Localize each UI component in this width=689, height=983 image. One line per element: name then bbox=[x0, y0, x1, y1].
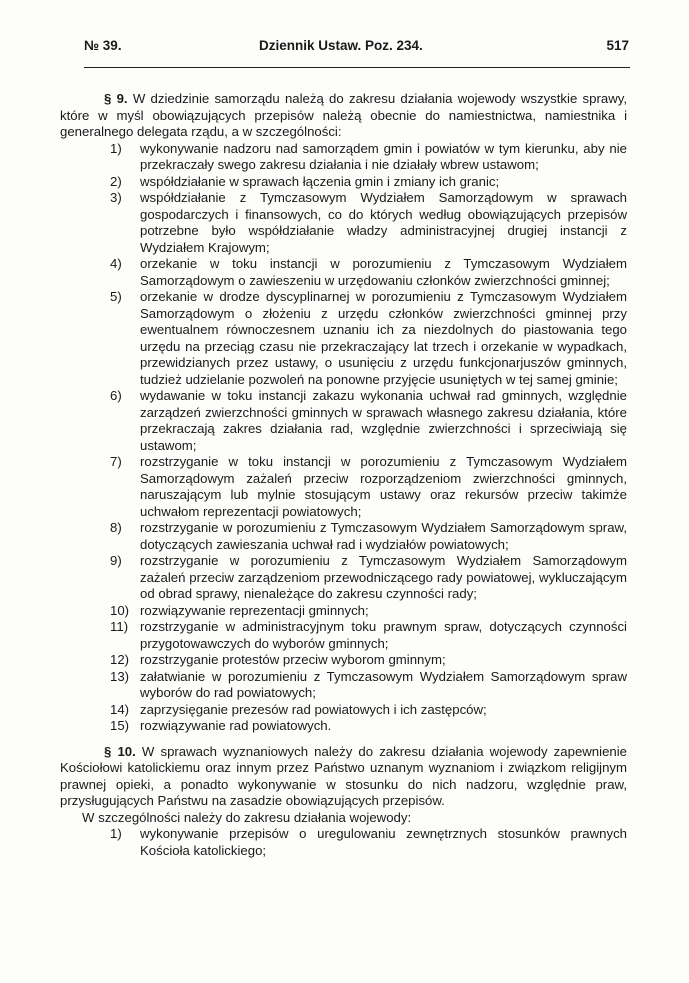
item-text: wykonywanie nadzoru nad samorządem gmin i powiatów w tym kierunku, aby nie przekraczały swego zakresu działania i nie działały wbrew ustawom; bbox=[140, 140, 627, 172]
item-number: 3) bbox=[110, 190, 122, 205]
item-text: rozstrzyganie w porozumieniu z Tymczasowym Wydziałem Samorządowym zażaleń przeciw zarządzeniom przewodniczącego rady powiatowej, wykluczającym od obrad sprawy, nienależące do zakresu czynności rady; bbox=[140, 553, 627, 601]
item-number: 2) bbox=[110, 173, 122, 189]
section-10-intro bbox=[60, 744, 627, 810]
item-number: 5) bbox=[110, 289, 122, 304]
item-number: 13) bbox=[110, 668, 130, 684]
item-text: wykonywanie przepisów o uregulowaniu zewnętrznych stosunków prawnych Kościoła katolickiego; bbox=[140, 826, 627, 858]
list-item bbox=[60, 553, 627, 603]
list-item bbox=[60, 520, 627, 553]
list-item bbox=[60, 619, 627, 652]
section-9-mark: § 9. bbox=[104, 91, 128, 106]
list-item bbox=[60, 174, 627, 191]
section-10-mark: § 10. bbox=[104, 743, 136, 759]
item-number: 10) bbox=[110, 602, 130, 618]
item-text: współdziałanie z Tymczasowym Wydziałem Samorządowym w sprawach gospodarczych i finansowych, co do których według obowiązujących przepisów potrzebne było współdziałanie władzy administracyjnej drugiej instancji z Wydziałem Krajowym; bbox=[140, 190, 627, 255]
list-item bbox=[60, 190, 627, 256]
list-item bbox=[60, 669, 627, 702]
section-9-text: W dziedzinie samorządu należą do zakresu działania wojewody wszystkie sprawy, które w myśl obowiązujących przepisów należą obecnie do namiestnictwa, namiestnika i generalnego delegata rządu, a w szczególności: bbox=[60, 91, 628, 139]
item-number: 14) bbox=[110, 701, 130, 717]
item-number: 12) bbox=[110, 652, 130, 667]
section-9-intro bbox=[60, 91, 627, 141]
item-text: rozwiązywanie rad powiatowych. bbox=[140, 718, 332, 733]
header-rule bbox=[84, 67, 630, 68]
list-item bbox=[60, 388, 627, 454]
section-10-sub-text: W szczególności należy do zakresu działania wojewody: bbox=[82, 809, 412, 825]
item-text: załatwianie w porozumieniu z Tymczasowym Wydziałem Samorządowym spraw wyborów do rad powiatowych; bbox=[140, 668, 627, 700]
item-number: 1) bbox=[110, 140, 122, 156]
item-number: 11) bbox=[110, 619, 129, 634]
item-text: orzekanie w toku instancji w porozumieniu z Tymczasowym Wydziałem Samorządowym o zawieszeniu w urzędowaniu członków zwierzchności gminnej; bbox=[140, 256, 627, 288]
item-text: rozstrzyganie w porozumieniu z Tymczasowym Wydziałem Samorządowym spraw, dotyczących zawieszania uchwał rad i wydziałów powiatowych; bbox=[140, 520, 627, 552]
section-10-text: W sprawach wyznaniowych należy do zakresu działania wojewody zapewnienie Kościołowi katolickiemu oraz innym przez Państwo uznanym wyznaniom i związkom religijnym prawnej opieki, a ponadto wykonywanie w stosunku do nich nadzoru, względnie praw, przysługujących Państwu na zasadzie obowiązujących przepisów. bbox=[60, 743, 627, 808]
item-number: 15) bbox=[110, 718, 130, 733]
item-text: rozstrzyganie w administracyjnym toku prawnym spraw, dotyczących czynności przygotowawczych do wyborów gminnych; bbox=[140, 619, 627, 651]
list-item bbox=[60, 141, 627, 174]
item-text: współdziałanie w sprawach łączenia gmin i zmiany ich granic; bbox=[140, 173, 500, 189]
document-body bbox=[60, 91, 627, 859]
item-number: 4) bbox=[110, 256, 122, 271]
item-text: rozstrzyganie protestów przeciw wyborom gminnym; bbox=[140, 652, 446, 667]
list-item bbox=[60, 718, 627, 735]
list-item bbox=[60, 652, 627, 669]
item-text: wydawanie w toku instancji zakazu wykonania uchwał rad gminnych, względnie zarządzeń zwierzchności gminnych w sprawach własnego zakresu działania, które przekraczają zakres działania rad, względnie zwierzchności i sprzeciwiają się ustawom; bbox=[140, 388, 627, 453]
item-number: 6) bbox=[110, 388, 122, 403]
item-number: 9) bbox=[110, 553, 122, 568]
item-text: zaprzysięganie prezesów rad powiatowych i ich zastępców; bbox=[140, 701, 487, 717]
list-item bbox=[60, 454, 627, 520]
item-number: 7) bbox=[110, 454, 122, 469]
list-item bbox=[60, 289, 627, 388]
issue-number: № 39. bbox=[84, 38, 122, 53]
section-10-list bbox=[60, 826, 627, 859]
item-text: orzekanie w drodze dyscyplinarnej w porozumieniu z Tymczasowym Wydziałem Samorządowym o złożeniu z urzędu członków zwierzchności gminnej przy ewentualnem równoczesnem uznaniu ich za niezdolnych do piastowania tego urzędu na przeciąg czasu nie przekraczający lat trzech i orzekanie w wypadkach, przewidzianych przez ustawy, o usunięciu z urzędu funkcjonarjuszów gminnych, tudzież udzielanie pozwoleń na ponowne przyjęcie usuniętych w tej samej gminie; bbox=[140, 289, 627, 387]
section-10-sub bbox=[60, 810, 627, 827]
page-number: 517 bbox=[606, 38, 629, 53]
journal-title: Dziennik Ustaw. Poz. 234. bbox=[259, 38, 423, 53]
item-text: rozwiązywanie reprezentacji gminnych; bbox=[140, 602, 369, 618]
item-number: 1) bbox=[110, 826, 122, 841]
list-item bbox=[60, 826, 627, 859]
item-number: 8) bbox=[110, 520, 122, 535]
page-header bbox=[84, 38, 629, 58]
section-9-list bbox=[60, 141, 627, 735]
item-text: rozstrzyganie w toku instancji w porozumieniu z Tymczasowym Wydziałem Samorządowym zażaleń przeciw rozporządzeniom zwierzchności gminnych, naruszającym lub mylnie stosującym ustawy oraz rekursów przeciw takimże uchwałom reprezentacji powiatowych; bbox=[140, 454, 627, 519]
list-item bbox=[60, 702, 627, 719]
list-item bbox=[60, 256, 627, 289]
list-item bbox=[60, 603, 627, 620]
